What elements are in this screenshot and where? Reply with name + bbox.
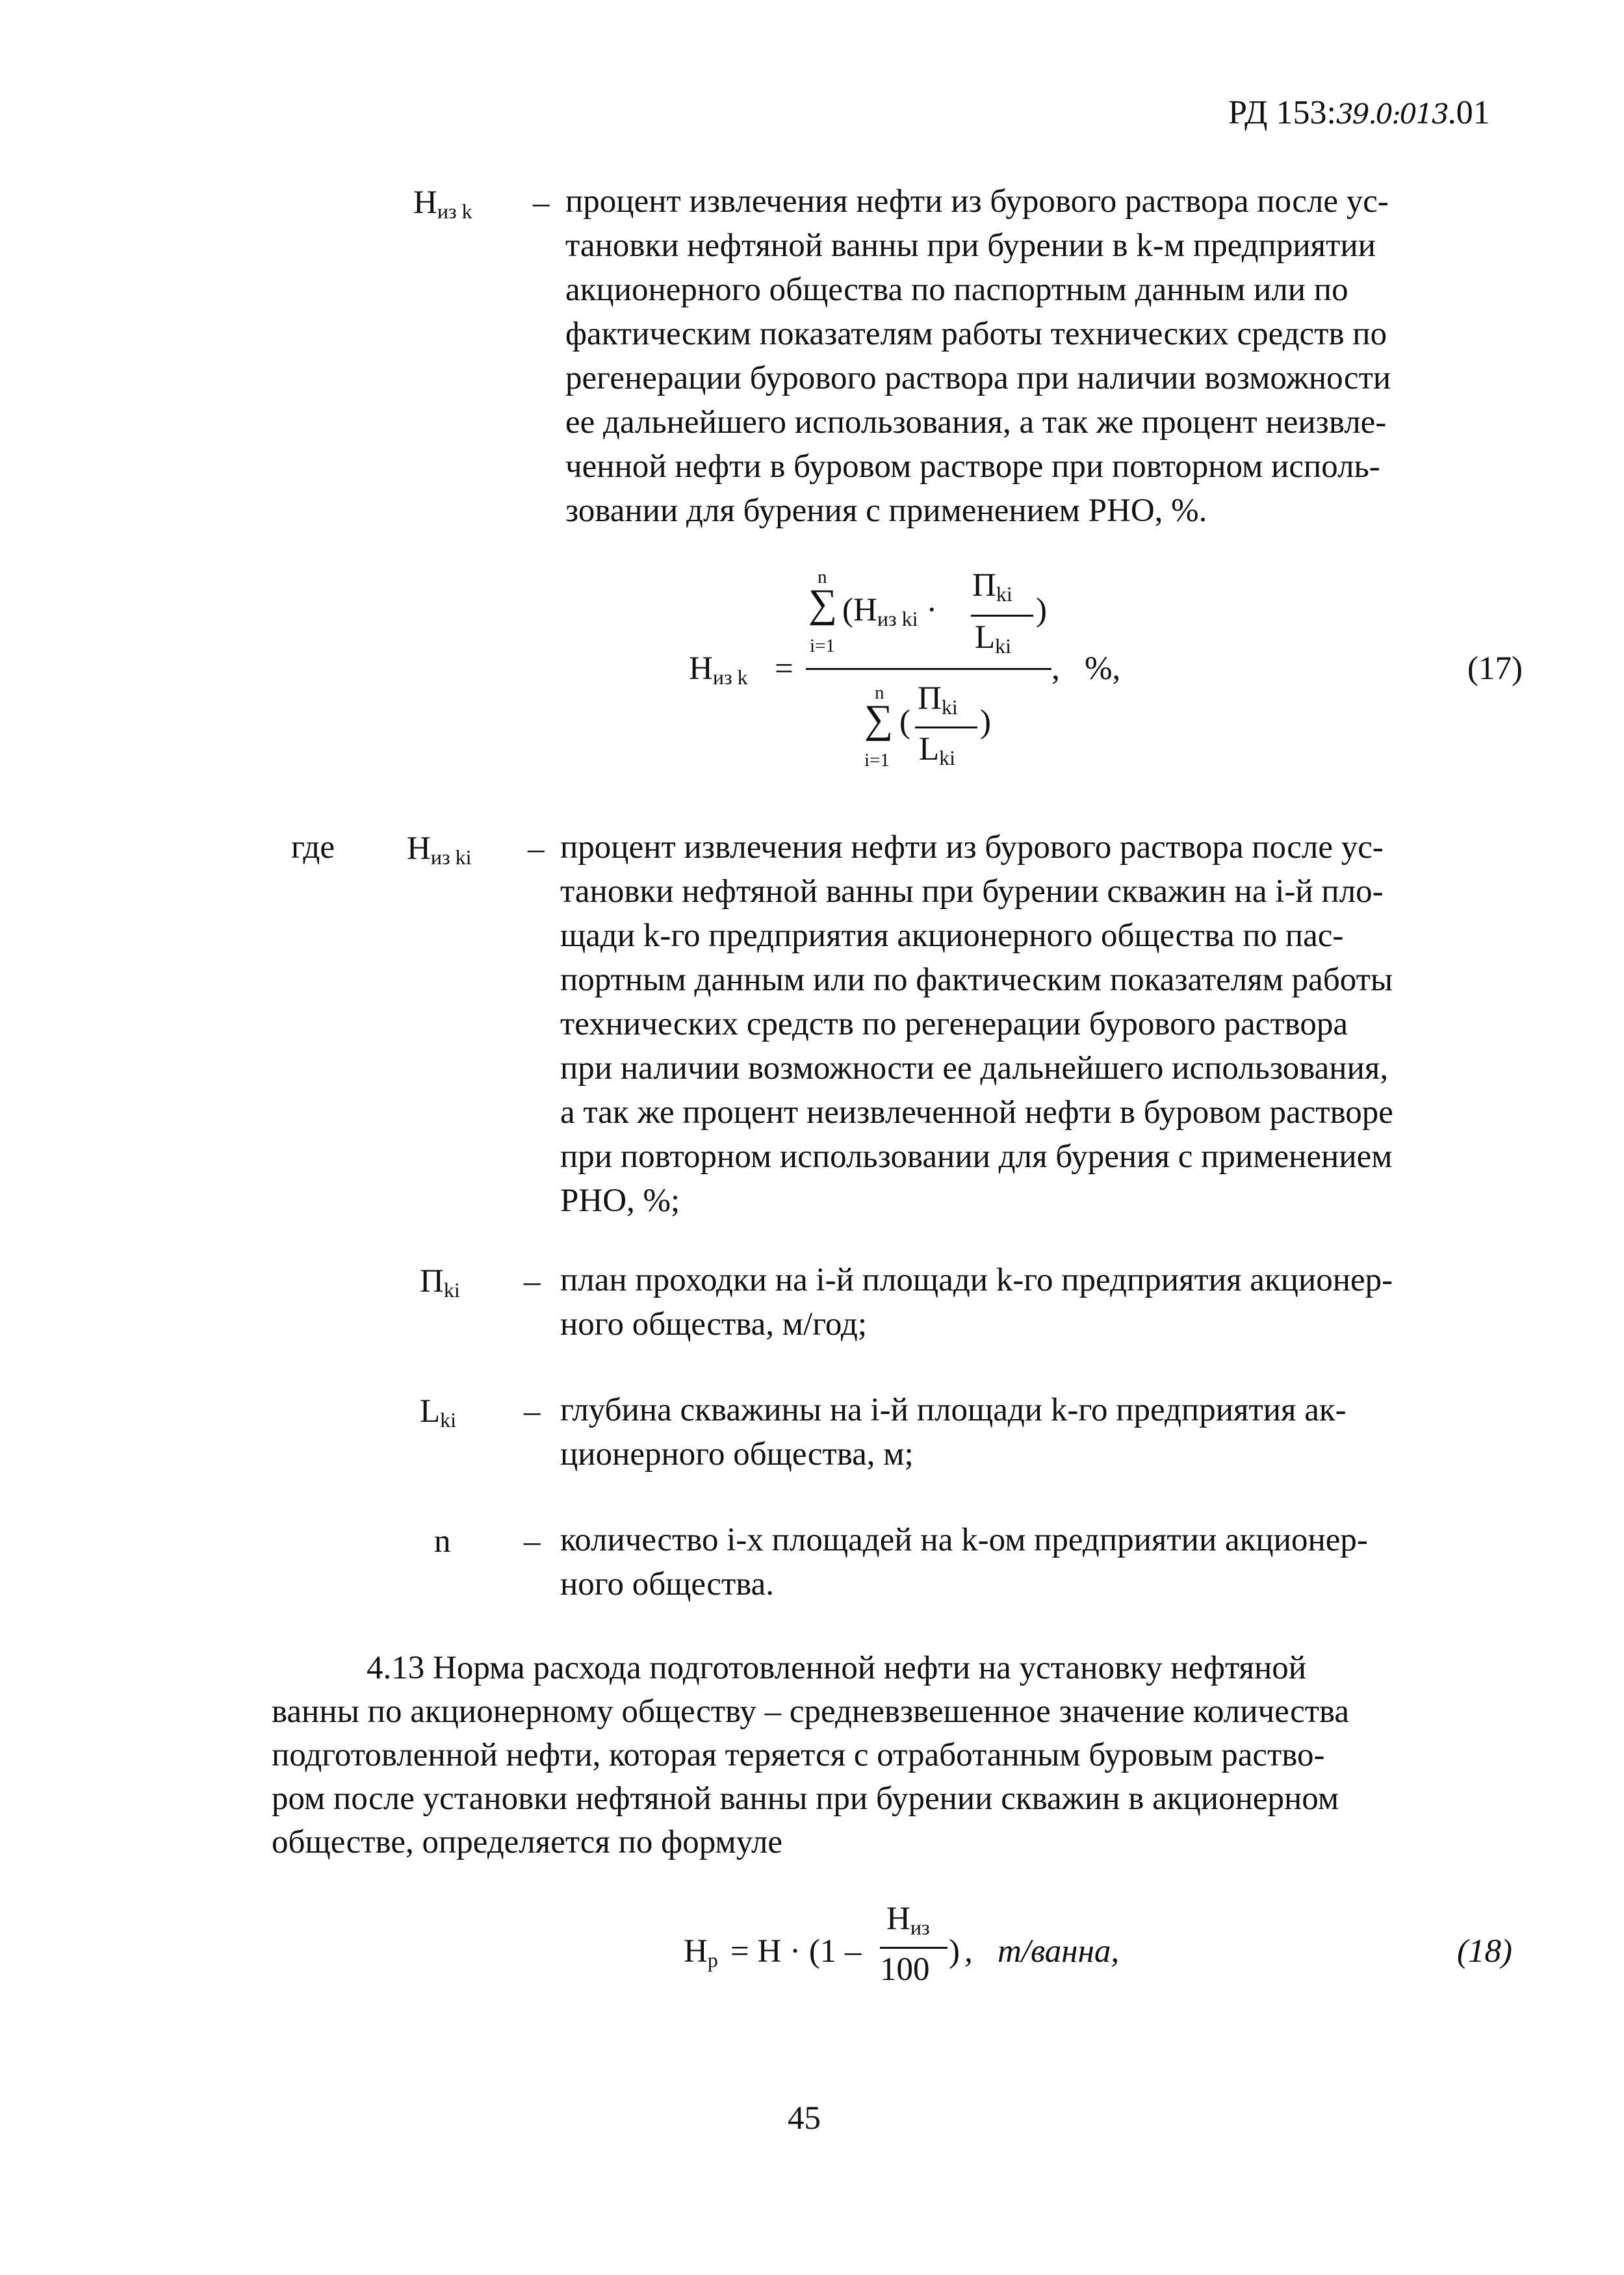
formula18-frac-num: $Н_{из}$ <box>886 1901 930 1939</box>
definition-dash-4: – <box>524 1523 541 1560</box>
formula17-den-sum-lower: i=1 <box>864 750 890 771</box>
formula17-equals: = <box>775 650 793 687</box>
definition-text-2: план проходки на i-й площади k-го предприятия акционер- ного общества, м/год; <box>560 1262 1393 1343</box>
definition-symbol-4: n <box>434 1523 451 1560</box>
where-label: где <box>291 829 335 866</box>
formula17-num-sum-upper: n <box>818 567 827 587</box>
document-code-suffix: .01 <box>1447 94 1490 131</box>
formula18-number: (18) <box>1457 1933 1512 1970</box>
definition-dash-2: – <box>524 1263 541 1300</box>
formula17-main-bar <box>806 668 1051 670</box>
formula17-lhs: $Н_{из k}$ <box>689 650 748 689</box>
formula18-frac-bar <box>880 1947 947 1949</box>
formula17-num-frac-num: $П_{ki}$ <box>972 567 1012 606</box>
formula17-den-open: ( <box>899 704 910 740</box>
formula17-den-sum-upper: n <box>875 682 884 703</box>
definition-dash-top: – <box>533 185 550 221</box>
document-code <box>1228 91 1490 136</box>
paragraph-4-13: 4.13 Норма расхода подготовленной нефти на установку нефтяной ванны по акционерному обществу – средневзвешенное значение количества подготовленной нефти, которая теряется с отработанным буровым раство- ром после установки нефтяной ванны при бурении скважин в акционерном обществе, определяется по формуле <box>272 1650 1350 1860</box>
formula17-number: (17) <box>1467 650 1523 687</box>
formula17-num-frac-bar <box>971 615 1033 617</box>
formula17-num-frac-den: $L_{ki}$ <box>975 619 1012 658</box>
definition-text-top: процент извлечения нефти из бурового раствора после ус- тановки нефтяной ванны при бурении в k-м предприятии акционерного общества по паспортным данным или по фактическим показателям работы технических средств по регенерации бурового раствора при наличии возможности ее дальнейшего использования, а так же процент неизвле- ченной нефти в буровом растворе при повторном исполь- зовании для бурения с применением РНО, %. <box>565 183 1391 529</box>
formula18-lhs: $Н_р$ <box>684 1933 718 1972</box>
formula17-den-frac-num: $П_{ki}$ <box>918 680 958 719</box>
formula17-num-close: ) <box>1036 592 1047 628</box>
definition-text-3: глубина скважины на i-й площади k-го предприятия ак- ционерного общества, м; <box>560 1392 1347 1472</box>
document-code-handwritten: 39.0:013 <box>1335 98 1448 130</box>
formula17-num-term: ($Н_{из ki}$ · <box>842 592 938 630</box>
definition-text-4: количество i-х площадей на k-ом предприятии акционер- ного общества. <box>560 1522 1368 1602</box>
definition-symbol-2: $П_{ki}$ <box>420 1263 460 1302</box>
formula17-den-sigma: ∑ <box>864 697 894 741</box>
formula18-unit: , т/ванна, <box>964 1933 1120 1970</box>
formula17-den-frac-den: $L_{ki}$ <box>919 731 956 769</box>
formula17-unit: , %, <box>1051 650 1121 687</box>
definition-dash-3: – <box>524 1393 541 1430</box>
definition-symbol-3: $L_{ki}$ <box>420 1393 457 1432</box>
formula17-num-sigma: ∑ <box>808 582 838 626</box>
definition-dash-1: – <box>528 830 545 867</box>
formula18-frac-den: 100 <box>880 1951 930 1988</box>
formula18-rhs: = Н · (1 – <box>730 1933 862 1970</box>
formula17-den-frac-bar <box>915 726 977 728</box>
definition-symbol-1: $Н_{из ki}$ <box>407 830 472 869</box>
document-code-prefix: РД 153: <box>1228 94 1336 131</box>
formula17-num-sum-lower: i=1 <box>810 636 835 656</box>
definition-text-1: процент извлечения нефти из бурового раствора после ус- тановки нефтяной ванны при бурении скважин на i-й пло- щади k-го предприятия акционерного общества по пас- портным данным или по фактическим показателям работы технических средств по регенерации бурового раствора при наличии возможности ее дальнейшего использования, а так же процент неизвлеченной нефти в буровом растворе при повторном использовании для бурения с применением РНО, %; <box>560 829 1393 1219</box>
page-number: 45 <box>788 2100 821 2137</box>
definition-symbol-top: $Н_{из k}$ <box>413 185 472 223</box>
formula18-close: ) <box>949 1933 960 1970</box>
formula17-den-close: ) <box>980 704 991 740</box>
